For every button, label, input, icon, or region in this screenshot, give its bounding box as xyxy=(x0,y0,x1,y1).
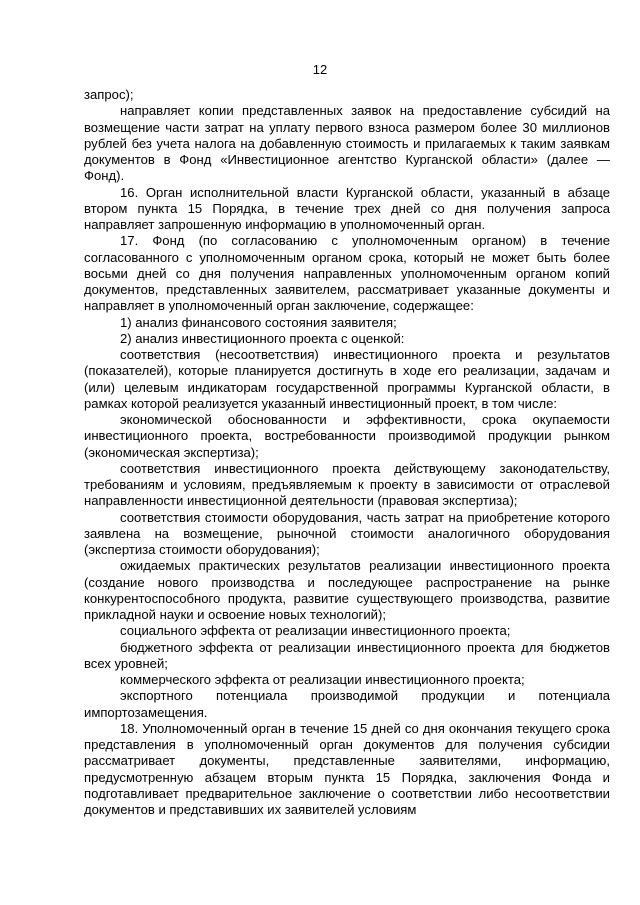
paragraph-practical-results: ожидаемых практических результатов реализации инвестиционного проекта (создание нового производства и последующее распространение на рынке конкурентоспособного продукта, развитие существующего производства, развитие прикладной науки и освоение новых технологий); xyxy=(84,558,610,622)
paragraph-continuation: запрос); xyxy=(84,87,134,102)
paragraph-item-17: 17. Фонд (по согласованию с уполномоченным органом) в течение согласованного с уполномоченным органом срока, который не может быть более восьми дней со дня получения направленных уполномоченным органом копий документов, представленных заявителем, рассматривает указанные документы и направляет в уполномоченный орган заключение, содержащее: xyxy=(84,233,610,314)
paragraph-commercial-effect: коммерческого эффекта от реализации инвестиционного проекта; xyxy=(120,672,525,687)
paragraph-economic-expertise: экономической обоснованности и эффективности, срока окупаемости инвестиционного проекта, востребованности производимой продукции рынком (экономическая экспертиза); xyxy=(84,412,610,460)
page-number: 12 xyxy=(312,62,328,77)
paragraph-project-analysis: 2) анализ инвестиционного проекта с оценкой: xyxy=(120,330,405,346)
paragraph-equipment-expertise: соответствия стоимости оборудования, часть затрат на приобретение которого заявлена на возмещение, рыночной стоимости аналогичного оборудования (экспертиза стоимости оборудования); xyxy=(84,509,610,557)
paragraph-legal-expertise: соответствия инвестиционного проекта действующему законодательству, требованиям и условиям, предъявляемым к проекту в зависимости от отраслевой направленности инвестиционной деятельности (правовая экспертиза); xyxy=(84,460,610,509)
paragraph-item-16: 16. Орган исполнительной власти Курганской области, указанный в абзаце втором пункта 15 Порядка, в течение трех дней со дня получения запроса направляет запрошенную информацию в уполномоченный орган. xyxy=(84,184,610,232)
document-body xyxy=(84,87,610,818)
paragraph-financial-analysis: 1) анализ финансового состояния заявителя; xyxy=(120,314,397,330)
paragraph-budget-effect: бюджетного эффекта от реализации инвестиционного проекта для бюджетов всех уровней; xyxy=(84,639,610,671)
paragraph-compliance: соответствия (несоответствия) инвестиционного проекта и результатов (показателей), которые планируется достигнуть в ходе его реализации, задачам и (или) целевым индикаторам государственной программы Курганской области, в рамках которой реализуется указанный инвестиционный проект, в том числе: xyxy=(84,347,610,411)
paragraph-social-effect: социального эффекта от реализации инвестиционного проекта; xyxy=(120,623,511,639)
paragraph-fund-copies: направляет копии представленных заявок на предоставление субсидий на возмещение части затрат на уплату первого взноса размером более 30 миллионов рублей без учета налога на добавленную стоимость и прилагаемых к таким заявкам документов в Фонд «Инвестиционное агентство Курганской области» (далее — Фонд). xyxy=(84,103,610,184)
paragraph-export-potential: экспортного потенциала производимой продукции и потенциала импортозамещения. xyxy=(84,688,610,720)
paragraph-item-18: 18. Уполномоченный орган в течение 15 дней со дня окончания текущего срока представления в уполномоченный орган документов для получения субсидии рассматривает документы, представленные заявителями, информацию, предусмотренную абзацем вторым пункта 15 Порядка, заключения Фонда и подготавливает предварительное заключение о соответствии либо несоответствии документов и представивших их заявителей условиям xyxy=(84,720,610,817)
